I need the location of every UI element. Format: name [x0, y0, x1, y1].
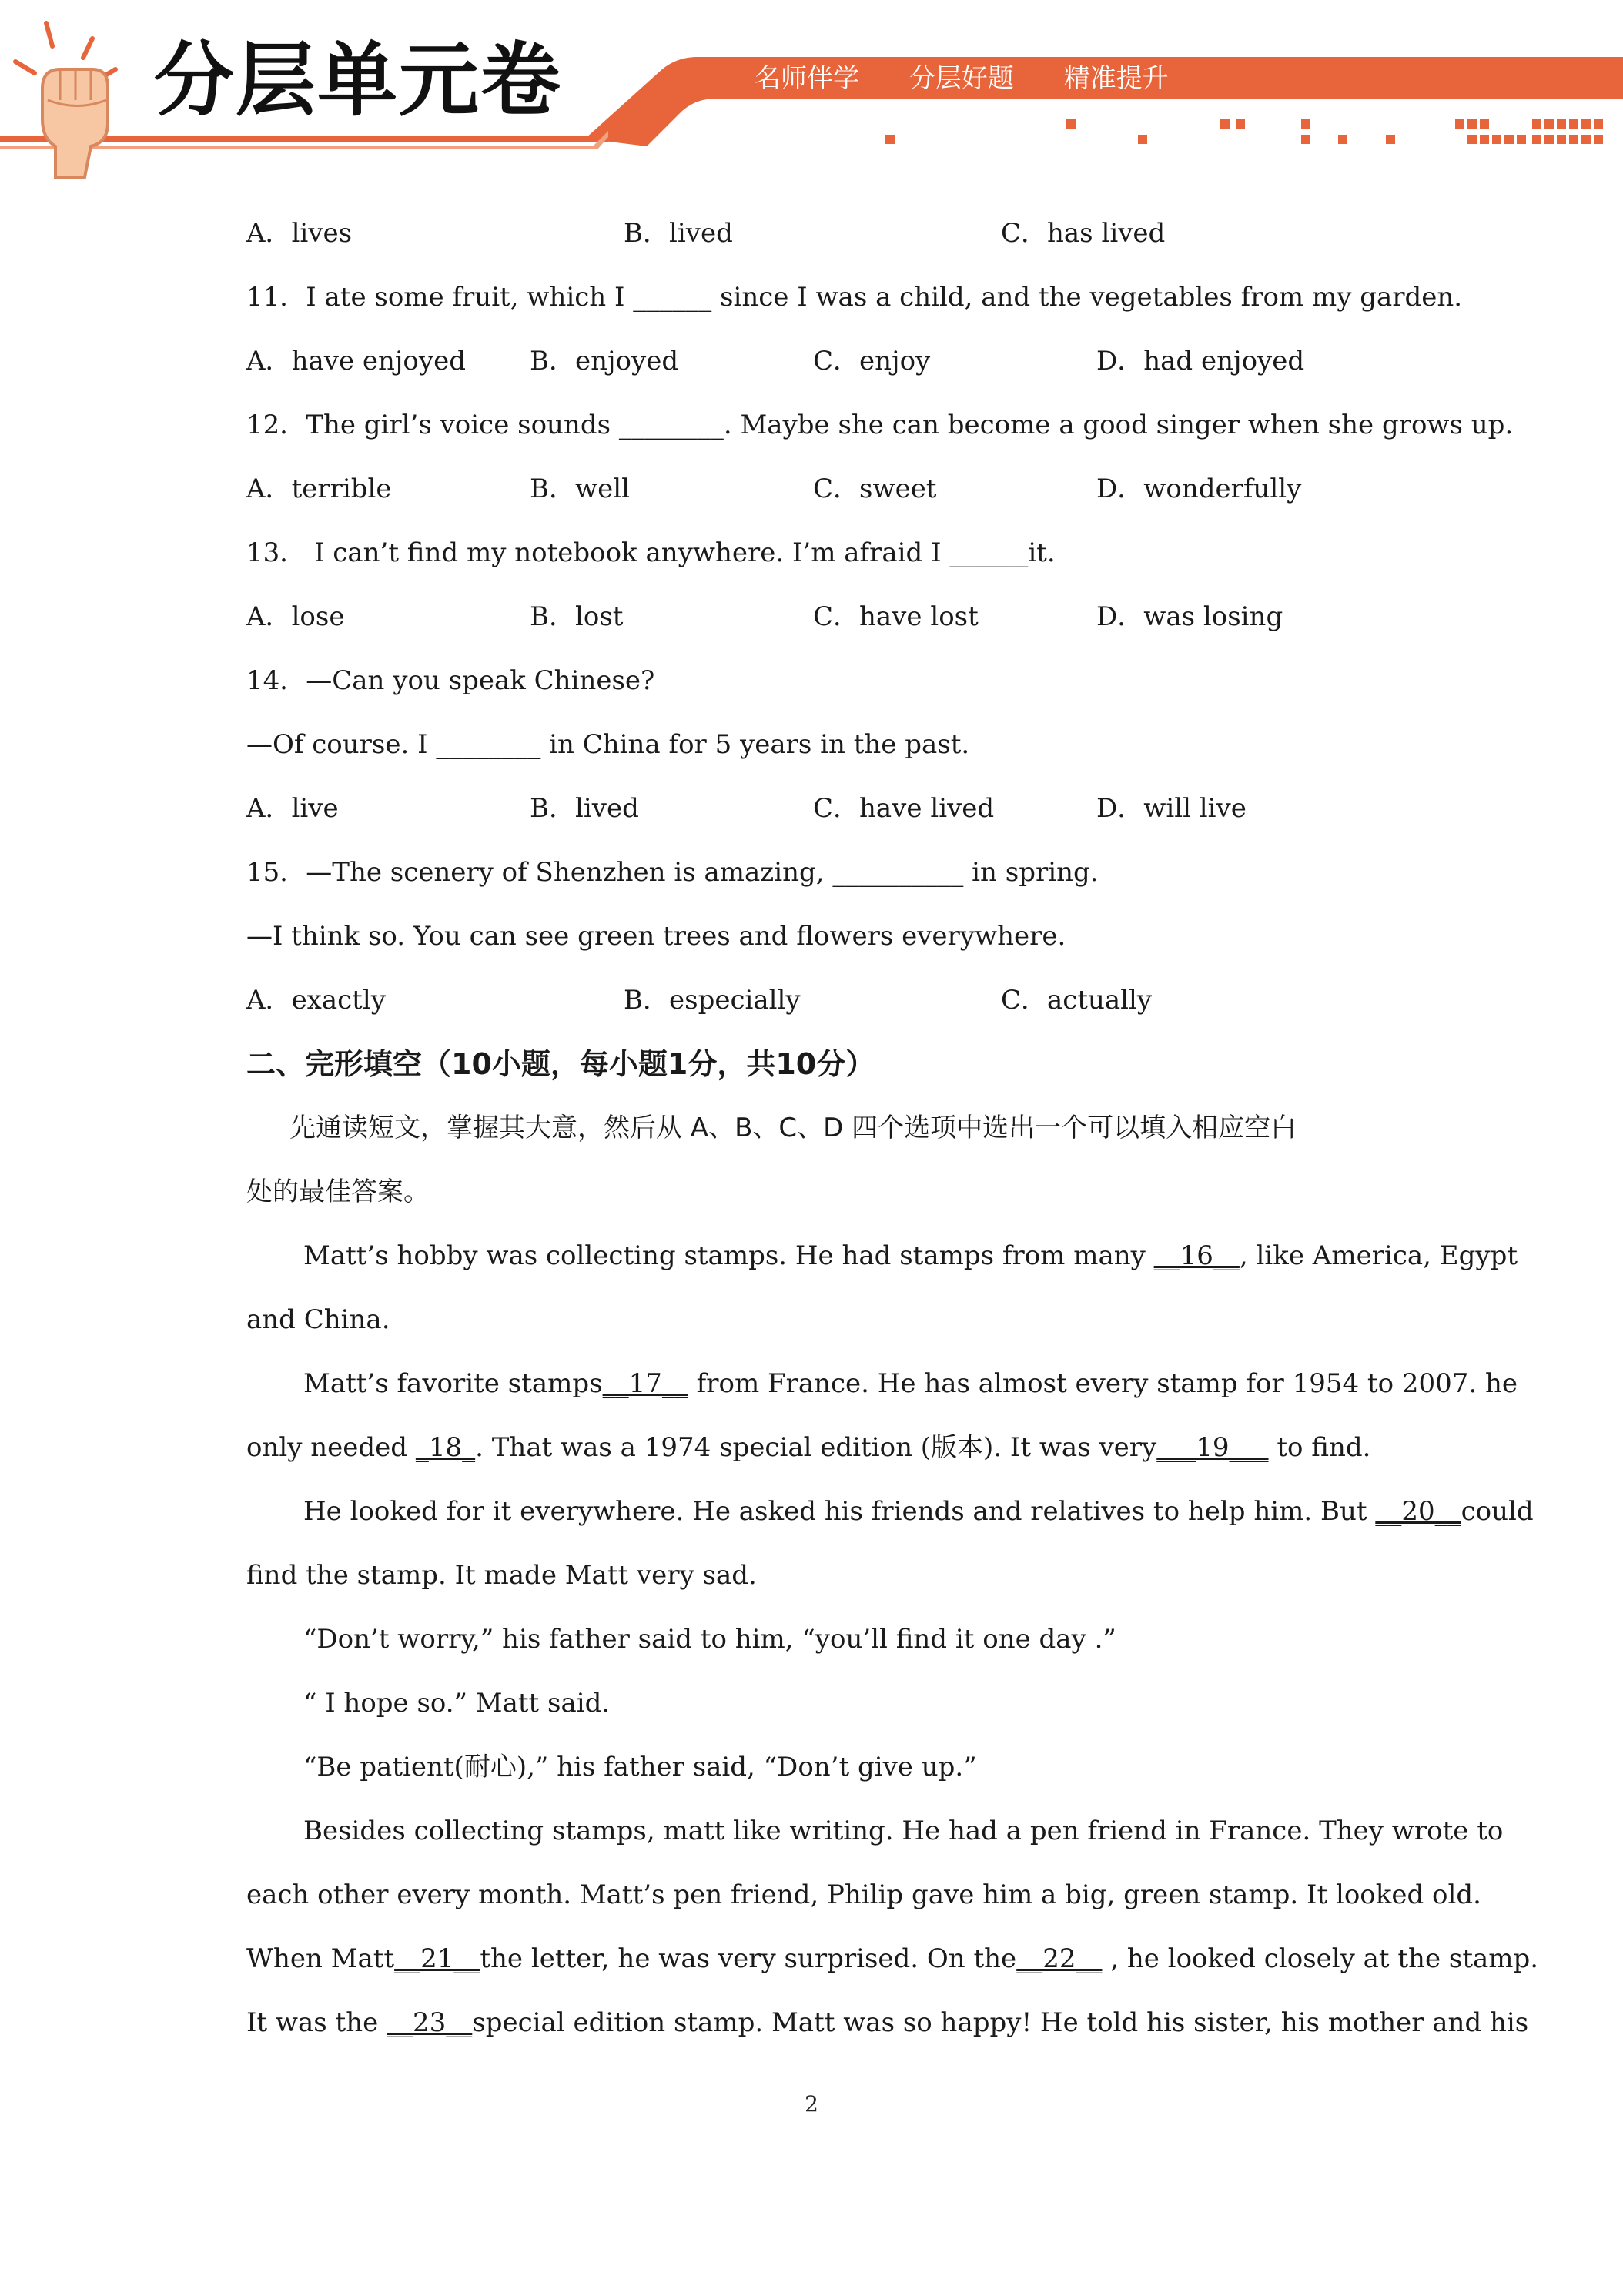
option-c: C．have lost: [813, 601, 979, 632]
question-number: 12．: [246, 410, 306, 440]
option-a: A．live: [246, 793, 339, 824]
question-options: [246, 330, 1386, 393]
slogan-item: 精准提升: [1063, 63, 1169, 94]
option-c: C．has lived: [1001, 218, 1166, 249]
option-c: C．enjoy: [813, 346, 931, 377]
answer-blank: ______: [949, 537, 1029, 568]
slogan-item: 分层好题: [909, 63, 1014, 94]
option-d: D．had enjoyed: [1096, 346, 1305, 377]
passage-line: “Don’t worry,” his father said to him, “you’ll find it one day .”: [303, 1624, 1116, 1655]
passage-line: It was the __23__special edition stamp. Matt was so happy! He told his sister, his mother and his: [246, 2007, 1529, 2038]
passage-line: and China.: [246, 1304, 390, 1335]
option-c: C．sweet: [813, 474, 937, 504]
option-a: A．lives: [246, 218, 353, 249]
option-b: B．lived: [530, 793, 639, 824]
cloze-blank: __22__: [1016, 1943, 1103, 1974]
option-b: B．enjoyed: [530, 346, 679, 377]
cloze-blank: ___19___: [1156, 1432, 1269, 1463]
option-b: B．well: [530, 474, 630, 504]
question-stem: 15．—The scenery of Shenzhen is amazing, __________ in spring.: [246, 857, 1099, 888]
passage-line: Besides collecting stamps, matt like writing. He had a pen friend in France. They wrote to: [303, 1816, 1504, 1846]
cloze-blank: _18_: [415, 1432, 476, 1463]
passage-line: Matt’s hobby was collecting stamps. He had stamps from many __16__, like America, Egypt: [303, 1240, 1518, 1271]
cloze-blank: __23__: [387, 2007, 473, 2038]
question-options: [246, 585, 1386, 649]
option-a: A．exactly: [246, 985, 386, 1016]
option-d: D．will live: [1096, 793, 1247, 824]
option-b: B．lived: [624, 218, 733, 249]
passage-line: each other every month. Matt’s pen friend, Philip gave him a big, green stamp. It looked old.: [246, 1879, 1481, 1910]
answer-blank: ________: [618, 410, 724, 440]
page-content: [246, 202, 1539, 2055]
cloze-blank: __17__: [602, 1368, 688, 1399]
dialogue-reply: —I think so. You can see green trees and flowers everywhere.: [246, 921, 1066, 952]
page-number: 2: [805, 2091, 818, 2117]
passage-line: only needed _18_. That was a 1974 special edition (版本). It was very___19___ to find.: [246, 1432, 1371, 1463]
answer-blank: ________: [436, 729, 541, 760]
question-number: 13．: [246, 537, 306, 568]
slogan-item: 名师伴学: [755, 63, 859, 94]
option-c: C．have lived: [813, 793, 995, 824]
brand-title: 分层单元卷: [154, 33, 563, 127]
passage-line: “ I hope so.” Matt said.: [303, 1688, 611, 1719]
raised-fist-icon: [0, 15, 146, 185]
cloze-blank: __20__: [1375, 1496, 1461, 1527]
passage-line: He looked for it everywhere. He asked his friends and relatives to help him. But __20__could: [303, 1496, 1534, 1527]
option-a: A．terrible: [246, 474, 392, 504]
header-slogan: [755, 62, 1196, 95]
option-b: B．lost: [530, 601, 624, 632]
answer-blank: ______: [633, 282, 712, 313]
section-instruction: 先通读短文，掌握其大意，然后从 A、B、C、D 四个选项中选出一个可以填入相应空白: [289, 1113, 1297, 1143]
section-title: 二、完形填空（10小题，每小题1分，共10分）: [246, 1047, 875, 1081]
option-c: C．actually: [1001, 985, 1153, 1016]
question-options: [246, 777, 1386, 841]
passage-line: Matt’s favorite stamps__17__ from France. He has almost every stamp for 1954 to 2007. he: [303, 1368, 1518, 1399]
question-number: 11．: [246, 282, 306, 313]
section-instruction: 处的最佳答案。: [246, 1176, 430, 1207]
option-d: D．was losing: [1096, 601, 1283, 632]
question-stem: 13． I can’t find my notebook anywhere. I’m afraid I ______it.: [246, 537, 1056, 568]
option-a: A．lose: [246, 601, 345, 632]
option-b: B．especially: [624, 985, 801, 1016]
cloze-blank: __21__: [394, 1943, 480, 1974]
passage-line: find the stamp. It made Matt very sad.: [246, 1560, 757, 1591]
answer-blank: __________: [832, 857, 964, 888]
question-stem: 12．The girl’s voice sounds ________. Maybe she can become a good singer when she grows up.: [246, 410, 1514, 440]
passage-line: “Be patient(耐心),” his father said, “Don’t give up.”: [303, 1752, 977, 1782]
option-d: D．wonderfully: [1096, 474, 1302, 504]
question-options: [246, 457, 1386, 521]
cloze-blank: __16__: [1153, 1240, 1240, 1271]
dialogue-reply: —Of course. I ________ in China for 5 years in the past.: [246, 729, 970, 760]
question-number: 15．: [246, 857, 306, 888]
passage-line: When Matt__21__the letter, he was very surprised. On the__22__ , he looked closely at the stamp.: [246, 1943, 1539, 1974]
question-stem: 11．I ate some fruit, which I ______ since I was a child, and the vegetables from my garden.: [246, 282, 1463, 313]
question-stem: 14．—Can you speak Chinese?: [246, 665, 655, 696]
page-header: [0, 0, 1623, 177]
question-options: [246, 969, 1386, 1033]
question-options: [246, 202, 1386, 266]
question-number: 14．: [246, 665, 306, 696]
option-a: A．have enjoyed: [246, 346, 466, 377]
